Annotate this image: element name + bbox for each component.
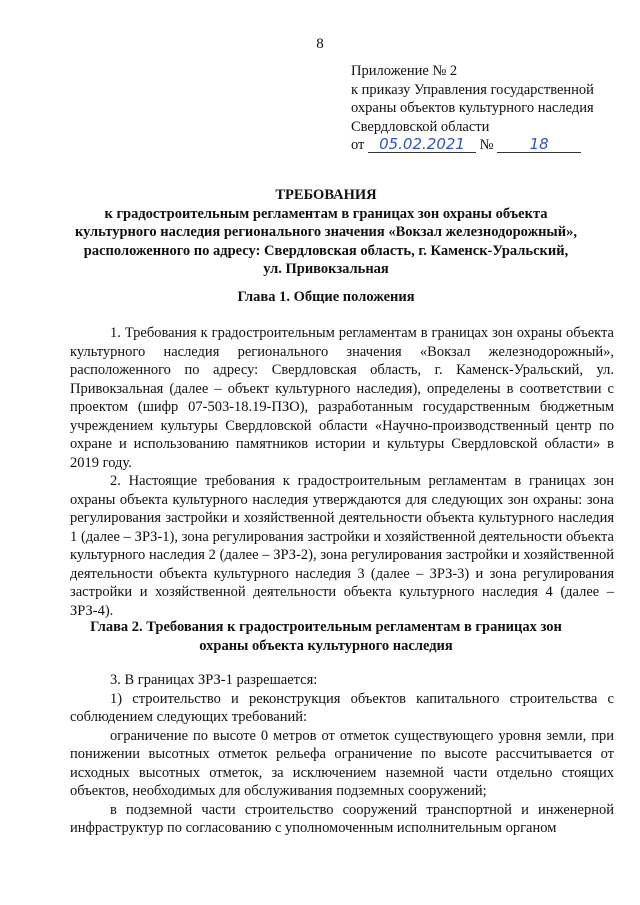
chapter2-body: [70, 671, 614, 838]
page-number: 8: [316, 36, 324, 52]
handwritten-number: 18: [497, 137, 581, 153]
appendix-line: Свердловской области: [351, 118, 490, 135]
chapter2-heading-line: охраны объекта культурного наследия: [199, 637, 453, 654]
title-line: ул. Привокзальная: [263, 261, 389, 277]
title-line: к градостроительным регламентам в границах зон охраны объекта: [104, 205, 548, 222]
title-main: ТРЕБОВАНИЯ: [275, 187, 377, 203]
appendix-header: [351, 62, 621, 155]
title-line: культурного наследия регионального значения «Вокзал железнодорожный»,: [75, 224, 577, 240]
appendix-date-row: [351, 136, 621, 155]
document-title: [60, 186, 592, 279]
paragraph: 2. Настоящие требования к градостроительным регламентам в границах зон охраны объекта культурного наследия утверждаются для следующих зон охраны: зона регулирования застройки и хозяйственной деятельности объекта культурного наследия 1 (далее – ЗРЗ-1), зона регулирования застройки и хозяйственной деятельности объекта культурного наследия 2 (далее – ЗРЗ-2), зона регулирования застройки и хозяйственной деятельности объекта культурного наследия 3 (далее – ЗРЗ-3) и зона регулирования застройки и хозяйственной деятельности объекта культурного наследия 4 (далее – ЗРЗ-4).: [70, 473, 614, 619]
chapter2-heading-line: Глава 2. Требования к градостроительным регламентам в границах зон: [90, 619, 562, 635]
handwritten-date: 05.02.2021: [368, 137, 476, 153]
chapter2-heading: [60, 618, 592, 655]
paragraph: 3. В границах ЗРЗ-1 разрешается:: [110, 672, 318, 688]
paragraph: ограничение по высоте 0 метров от отметок существующего уровня земли, при понижении высотных отметок рельефа ограничение по высоте рассчитывается от исходных высотных отметок, за исключением наземной части отдельно стоящих объектов, необходимых для обслуживания подземных сооружений;: [70, 727, 614, 799]
date-prefix: от: [351, 137, 365, 153]
number-prefix: №: [479, 137, 494, 153]
paragraph: в подземной части строительство сооружений транспортной и инженерной инфраструктур по согласованию с уполномоченным исполнительным органом: [70, 801, 614, 836]
chapter1-body: [70, 324, 614, 620]
chapter1-heading: Глава 1. Общие положения: [237, 289, 415, 305]
title-line: расположенного по адресу: Свердловская область, г. Каменск-Уральский,: [83, 242, 569, 259]
appendix-line: охраны объектов культурного наследия: [351, 100, 594, 116]
paragraph: 1. Требования к градостроительным регламентам в границах зон охраны объекта культурного наследия регионального значения «Вокзал железнодорожный», расположенного по адресу: Свердловская область, г. Каменск-Уральский, ул. Привокзальная (далее – объект культурного наследия), определены в соответствии с проектом (шифр 07-503-18.19-ПЗО), разработанным государственным бюджетным учреждением культуры Свердловской области «Научно-производственный центр по охране и использованию памятников истории и культуры Свердловской области» в 2019 году.: [70, 325, 614, 471]
paragraph: 1) строительство и реконструкция объектов капитального строительства с соблюдением следующих требований:: [70, 690, 614, 725]
appendix-line: Приложение № 2: [351, 63, 458, 79]
appendix-line: к приказу Управления государственной: [351, 81, 594, 98]
